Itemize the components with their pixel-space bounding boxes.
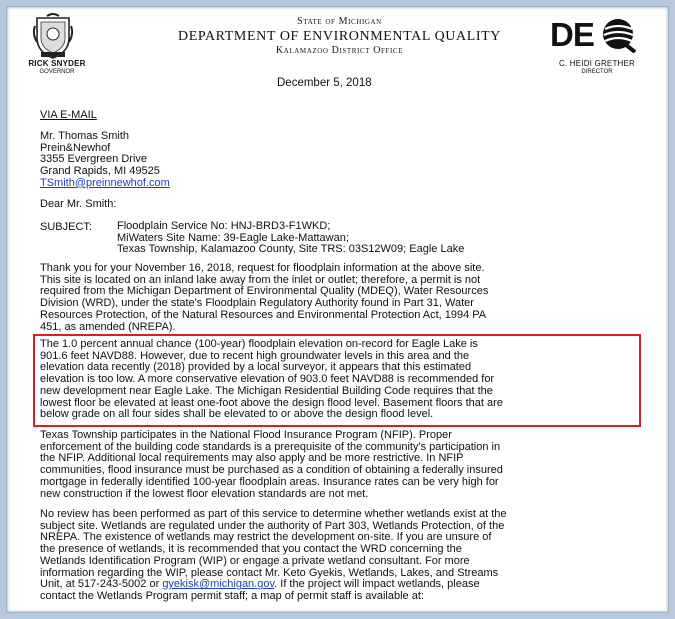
text-line: the NFIP. Additional local requirements may also apply and be more restrictive. In NFIP <box>40 452 464 465</box>
governor-title: GOVERNOR <box>39 69 75 75</box>
recipient-street: 3355 Evergreen Drive <box>40 153 148 166</box>
text-line: elevation data recently (2018) provided by a local surveyor, it appears that this estimated <box>40 361 472 374</box>
subject-lines <box>117 221 464 256</box>
text-line: subject site. Wetlands are regulated under the authority of Part 303, Wetlands Protection, of the <box>40 519 505 532</box>
wetlands-paragraph <box>40 509 640 603</box>
recipient-email-link[interactable]: TSmith@preinnewhof.com <box>40 176 170 189</box>
director-title: DIRECTOR <box>581 69 613 75</box>
text-line: below grade on all four sides shall be elevated to or above the design flood level. <box>40 408 434 421</box>
text-line: required from the Michigan Department of Environmental Quality (MDEQ), Water Resources <box>40 285 489 298</box>
deq-logo-icon <box>548 15 636 53</box>
text-line: The 1.0 percent annual chance (100-year) floodplain elevation on-record for Eagle Lake is <box>40 338 478 350</box>
district-heading: Kalamazoo District Office <box>275 45 404 56</box>
delivery-method: VIA E-MAIL <box>40 109 97 121</box>
text-line: communities, flood insurance must be purchased as a condition of obtaining a federally insured <box>40 464 503 477</box>
recipient-name: Mr. Thomas Smith <box>40 130 130 142</box>
text-line: new construction if the lowest floor elevation standards are not met. <box>40 487 369 500</box>
text-line: new development near Eagle Lake. The Michigan Residential Building Code requires that the <box>40 384 493 397</box>
text-line: This site is located on an inland lake away from the inlet or outlet; therefore, a permit is not <box>40 273 481 286</box>
recipient-city: Grand Rapids, MI 49525 <box>40 165 160 178</box>
document-frame <box>6 6 669 613</box>
text-line: Division (WRD), under the state's Floodplain Regulatory Authority found in Part 31, Water <box>40 297 474 310</box>
salutation: Dear Mr. Smith: <box>40 198 117 210</box>
subject-line: Floodplain Service No: HNJ-BRD3-F1WKD; <box>117 220 331 232</box>
governor-name: RICK SNYDER <box>28 59 86 68</box>
michigan-seal-icon <box>31 12 75 60</box>
subject-label: SUBJECT: <box>40 221 92 233</box>
text-line: Texas Township participates in the National Flood Insurance Program (NFIP). Proper <box>40 429 452 441</box>
letter-date: December 5, 2018 <box>277 77 372 89</box>
department-heading: DEPARTMENT OF ENVIRONMENTAL QUALITY <box>177 29 501 44</box>
state-heading: State of Michigan <box>297 16 382 27</box>
text-line: elevation is too low. A more conservative elevation of 903.0 feet NAVD88 is recommended for <box>40 373 495 386</box>
wetlands-email-link[interactable]: gyekisk@michigan.gov <box>162 578 275 591</box>
svg-text:DE: DE <box>550 16 594 53</box>
text-line: 451, as amended (NREPA). <box>40 320 176 333</box>
text-line: contact the Wetlands Program permit staff; a map of permit staff is available at: <box>40 589 424 602</box>
text-line: lowest floor be elevated at least one-foot above the design flood level. Basement floors that are <box>40 396 503 409</box>
subject-line: Texas Township, Kalamazoo County, Site TRS: 03S12W09; Eagle Lake <box>117 243 465 256</box>
text-line: No review has been performed as part of this service to determine whether wetlands exist at the <box>40 508 507 520</box>
nfip-paragraph <box>40 430 640 500</box>
text-line: the presence of wetlands, it is recommended that you contact the WRD concerning the <box>40 543 462 556</box>
text-fragment: Unit, at 517-243-5002 or <box>40 578 163 591</box>
text-fragment: . If the project will impact wetlands, please <box>274 578 480 591</box>
text-line: information regarding the WIP, please contact Mr. Keto Gyekis, Wetlands, Lakes, and Streams <box>40 566 499 579</box>
text-line: Wetlands Identification Program (WIP) or engage a private wetland consultant. For more <box>40 554 470 567</box>
text-line: mortgage in federally identified 100-year floodplain areas. Insurance rates can be very high for <box>40 475 499 488</box>
director-name: C. HEIDI GRETHER <box>558 59 636 68</box>
text-line: NREPA. The existence of wetlands may restrict the development on-site. If you are unsure of <box>40 531 492 544</box>
letter-page <box>7 7 668 612</box>
floodplain-paragraph <box>40 339 640 421</box>
subject-line: MiWaters Site Name: 39-Eagle Lake-Mattawan; <box>117 231 349 244</box>
text-line: 901.6 feet NAVD88. However, due to recent high groundwater levels in this area and the <box>40 349 470 362</box>
recipient-company: Prein&Newhof <box>40 141 111 154</box>
text-line: Thank you for your November 16, 2018, request for floodplain information at the above site. <box>40 262 485 274</box>
text-line: Resources Protection, of the Natural Resources and Environmental Protection Act, 1994 PA <box>40 308 487 321</box>
text-line: enforcement of the building code standards is a prerequisite of the community's participation in <box>40 440 501 453</box>
intro-paragraph <box>40 263 640 333</box>
